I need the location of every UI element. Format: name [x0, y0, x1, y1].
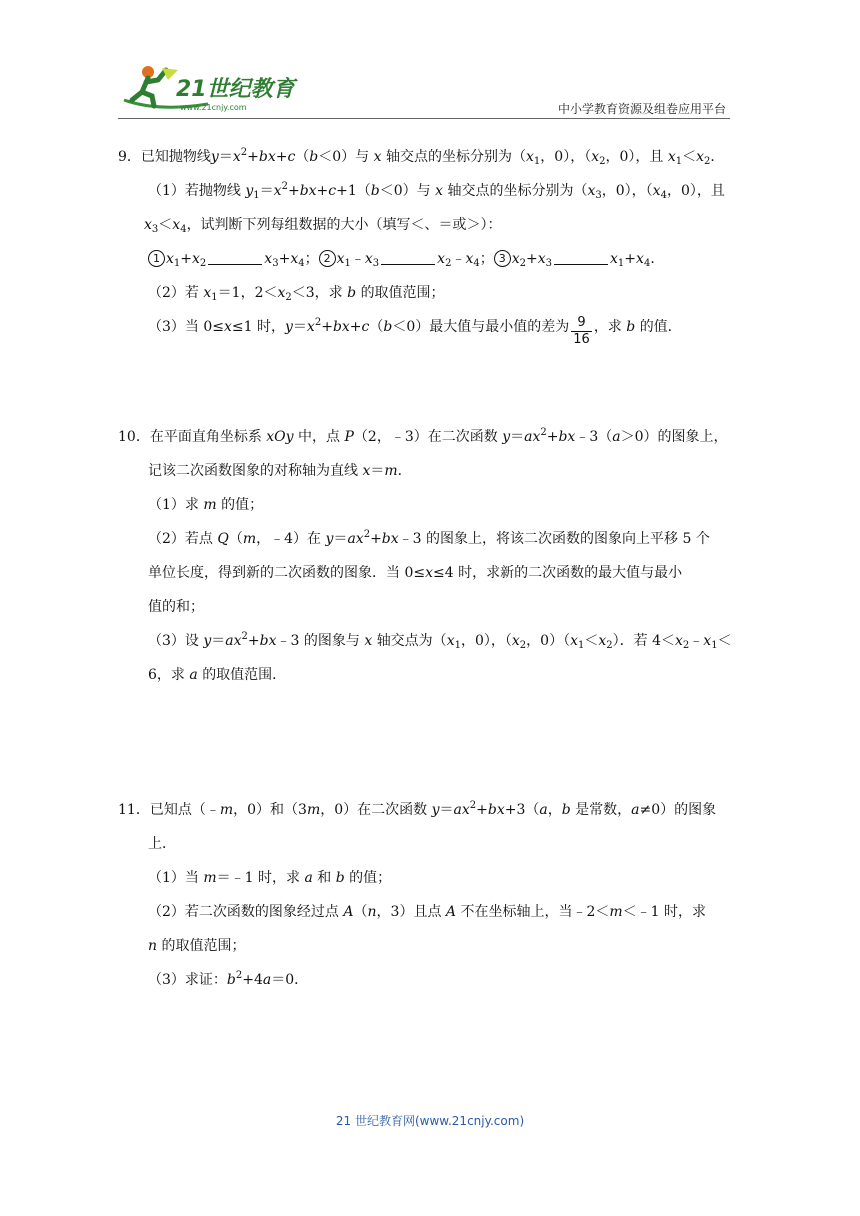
q11-part2-cont: n 的取值范围； — [148, 938, 246, 954]
q11-stem-cont: 上． — [148, 836, 176, 852]
q11-stem: 11．已知点（﹣m，0）和（3m，0）在二次函数 $y=ax^2+bx+3(a$，b 是常数，a≠0）的图象 — [118, 800, 717, 818]
fraction-9-16: $\frac{9}{16}$ — [573, 315, 590, 347]
page-header — [118, 60, 730, 118]
q9-part1-blanks: 1 $x_1+x_2$ $x_3+x_4$； 2 $x_1﹣x_3$ $x_2﹣x_4$； 3 $x_2+x_3$ $x_1+x_4$． — [118, 242, 738, 276]
svg-text:21世纪教育: 21世纪教育 — [176, 77, 295, 102]
q10-stem-cont: 记该二次函数图象的对称轴为直线 x＝m． — [148, 463, 412, 479]
platform-name: 中小学教育资源及组卷应用平台 — [557, 102, 726, 116]
q10-part1: （1）求 m 的值； — [148, 497, 264, 513]
q9-stem: 9．已知抛物线$y=x^2+bx+c(b<0)$与 x 轴交点的坐标分别为（$x_1$，0），（$x_2$，0），且 $x_1<x_2$． — [118, 147, 725, 167]
q10-stem: 10．在平面直角坐标系 xOy 中，点 P（2，﹣3）在二次函数 $y=ax^2+bx﹣3(a>0)$的图象上， — [118, 427, 728, 445]
q10-part2: （2）若点 Q（m，﹣4）在 $y=ax^2+bx﹣3$ 的图象上，将该二次函数的图象向上平移 5 个 — [148, 529, 710, 547]
q9-part1: （1）若抛物线 $y_1=x^2+bx+c+1(b<0)$与 x 轴交点的坐标分别为（$x_3$，0），（$x_4$，0），且 — [148, 181, 725, 201]
q10-part3-cont: 6，求 a 的取值范围． — [148, 667, 287, 683]
q9-part3: （3）当 0≤x≤1 时，$y=x^2+bx+c(b<0)$最大值与最小值的差为 $\frac{9}{16}$ ，求 b 的值． — [148, 315, 682, 347]
q10-part2-cont2: 值的和； — [148, 599, 204, 615]
q10-part3: （3）设 $y=ax^2+bx﹣3$ 的图象与 x 轴交点为（$x_1$，0），（$x_2$，$0)(x_1<x_2)$．若 $4<x_2﹣x_1<$ — [148, 631, 732, 651]
q11-part3: （3）求证：$b^2+4a=0$． — [148, 970, 309, 988]
question-9 — [118, 140, 738, 348]
svg-text:www.21cnjy.com: www.21cnjy.com — [180, 103, 247, 112]
question-10 — [118, 420, 738, 692]
q11-part2: （2）若二次函数的图象经过点 A（n，3）且点 A 不在坐标轴上，当﹣2＜m＜﹣1 时，求 — [148, 904, 707, 920]
21cnjy-logo — [118, 60, 298, 118]
answer-blank-1[interactable] — [208, 252, 262, 265]
page-footer[interactable]: 21 世纪教育网(www.21cnjy.com) — [335, 1114, 525, 1128]
answer-blank-3[interactable] — [554, 252, 608, 265]
q9-part2: （2）若 $x_1=1$，$2<x_2<3$，求 b 的取值范围； — [148, 285, 445, 303]
question-11 — [118, 793, 738, 997]
q11-part1: （1）当 m＝﹣1 时，求 a 和 b 的值； — [148, 870, 392, 886]
header-divider — [118, 118, 730, 119]
answer-blank-2[interactable] — [381, 252, 435, 265]
q10-part2-cont: 单位长度，得到新的二次函数的图象．当 0≤x≤4 时，求新的二次函数的最大值与最小 — [148, 565, 683, 581]
q9-part1-cont: $x_3<x_4$，试判断下列每组数据的大小（填写＜、＝或＞）： — [144, 217, 502, 235]
